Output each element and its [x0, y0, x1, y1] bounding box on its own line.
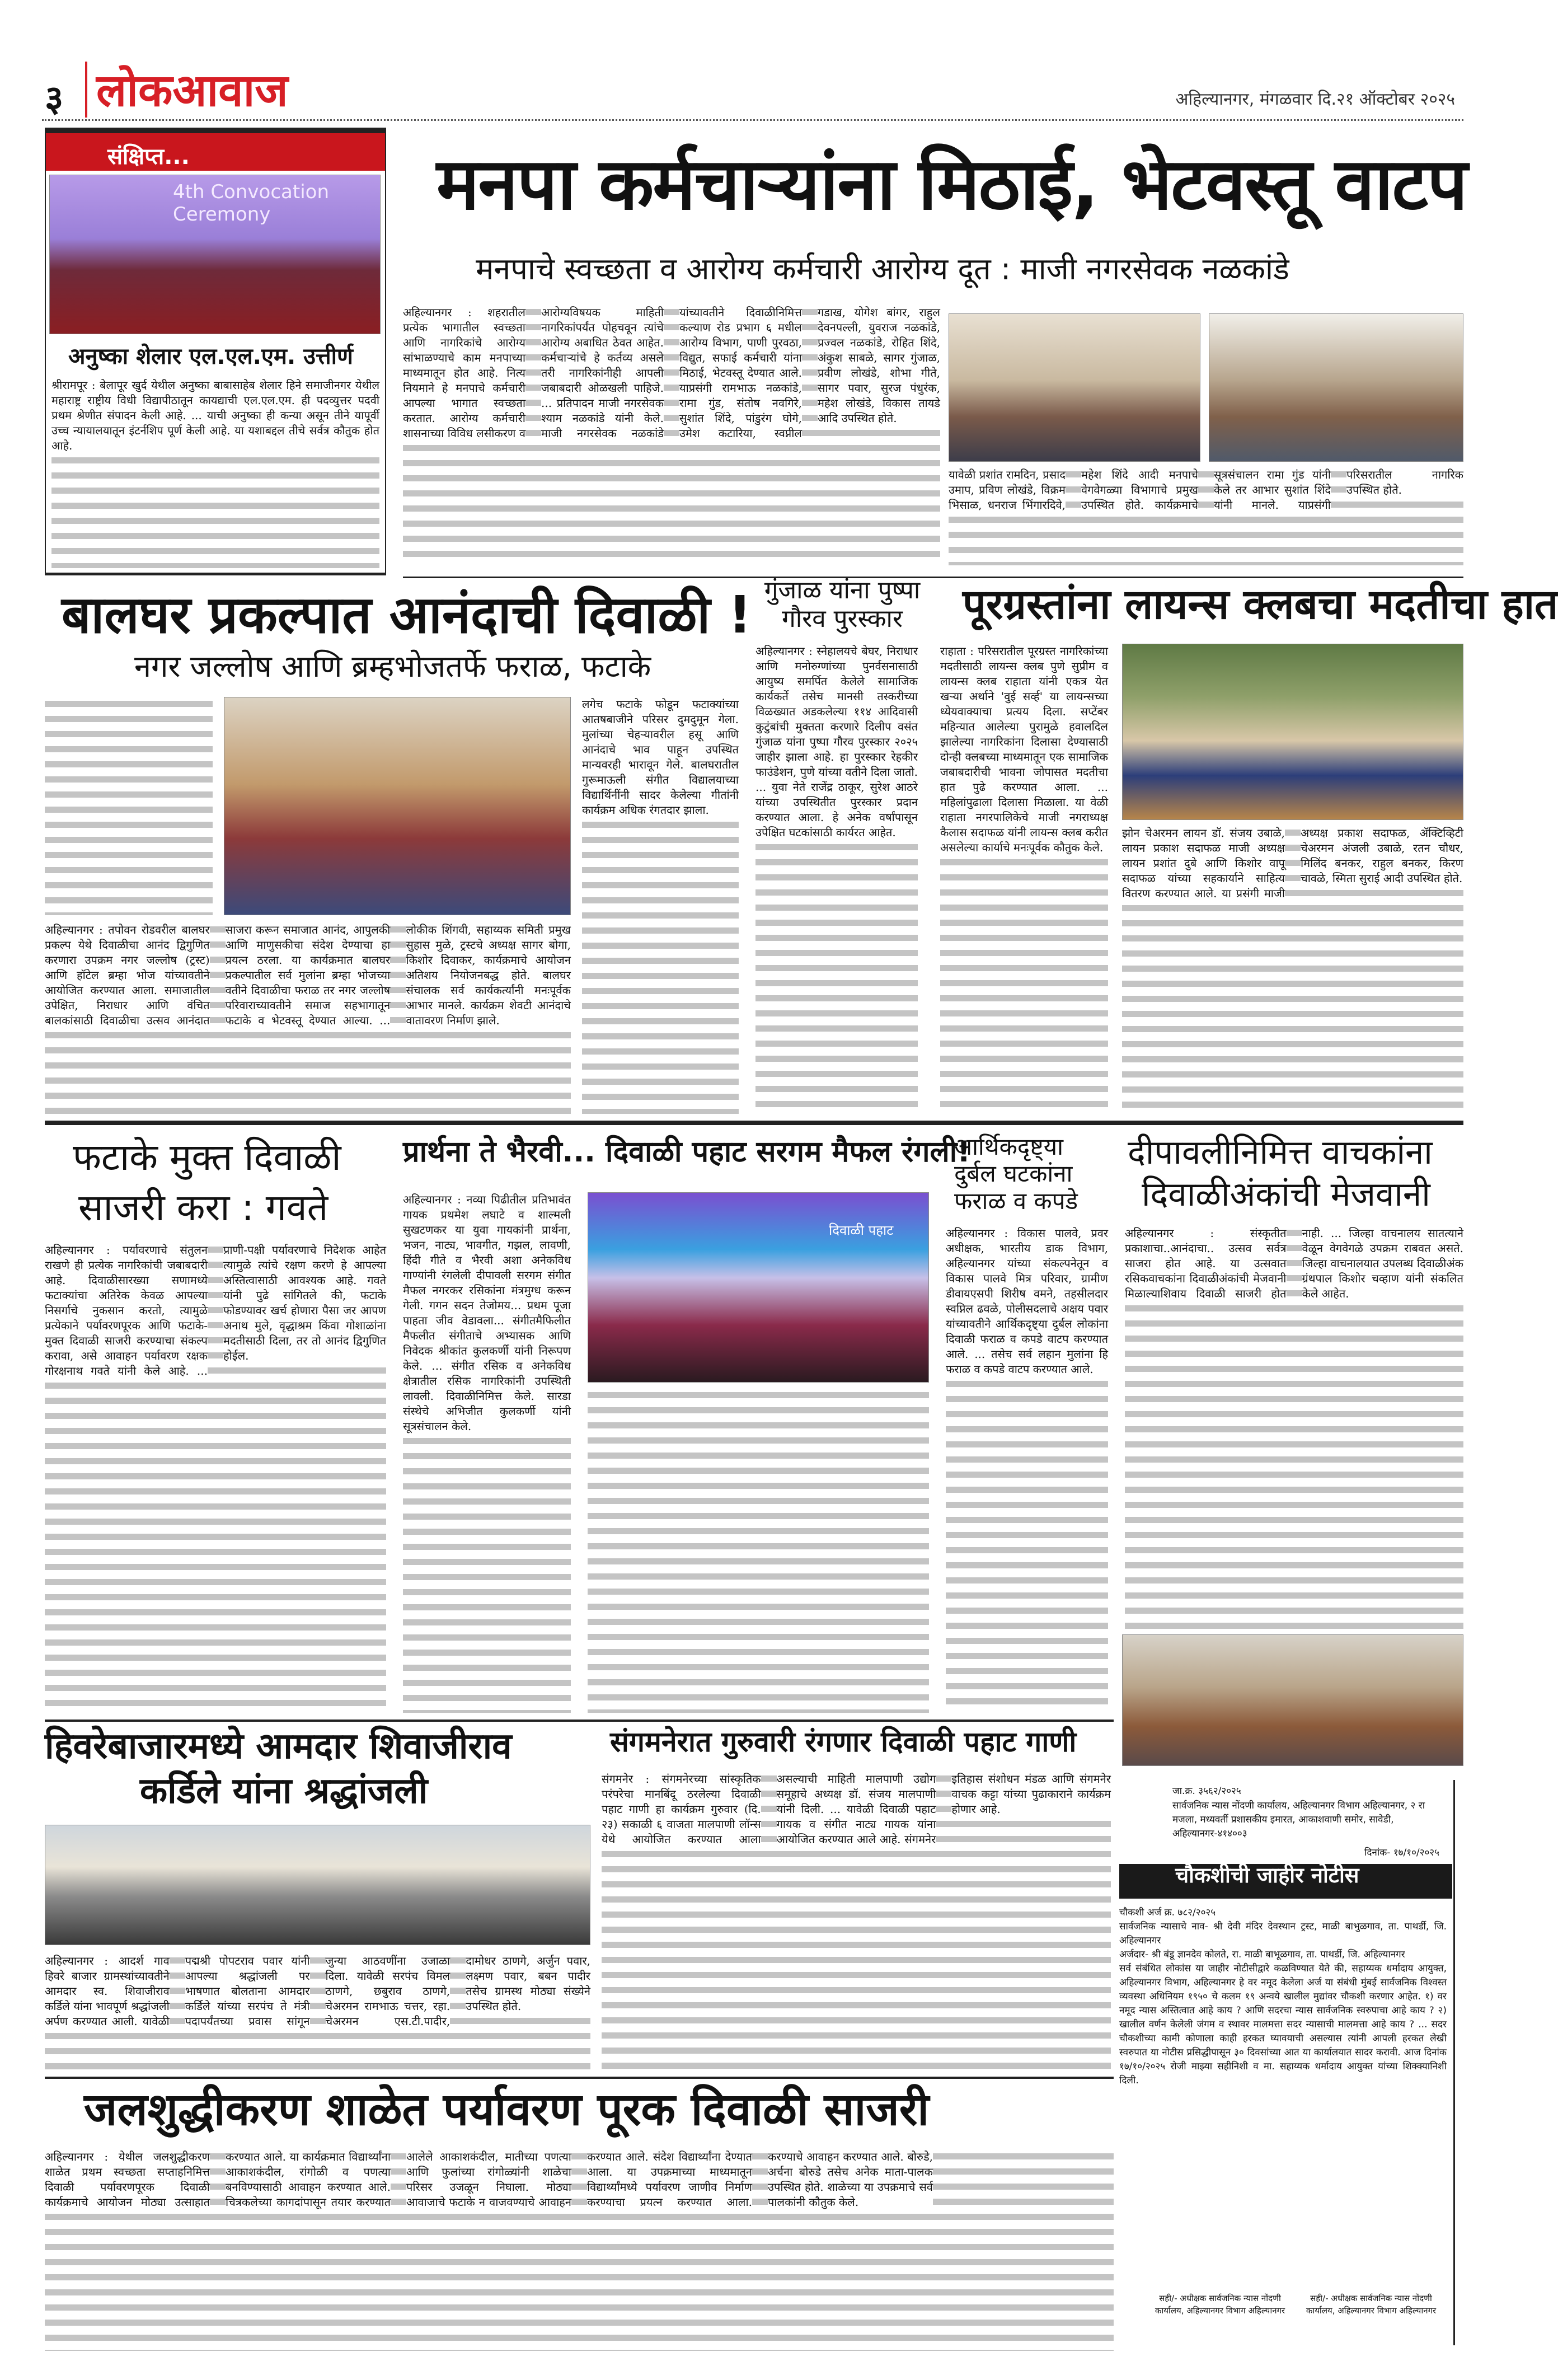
masthead — [45, 62, 1466, 118]
diwali-ank-body: अहिल्यानगर : संस्कृतीत प्रकाशाचा..आनंदाचा.. उत्सव सर्वत्र साजरा होत आहे. या उत्सवात रसिकवाचकांना दिवाळीअंकांची मेजवानी मिळाल्याशिवाय दिवाळी साजरी होत नाही. ... जिल्हा वाचनालय सातत्याने वेळून वेगवेगळे उपक्रम राबवत असते. जिल्हा वाचनालयात उपलब्ध दिवाळीअंक ग्रंथपाल किशोर चव्हाण यांनी संकलित केले आहेत. — [1125, 1226, 1463, 1629]
balghar-headline: बालघर प्रकल्पात आनंदाची दिवाळी ! — [62, 585, 752, 645]
masthead-rule — [42, 119, 1463, 121]
lead-photo-2 — [1209, 313, 1463, 462]
jalshuddhi-body: अहिल्यानगर : येथील जलशुद्धीकरण शाळेत प्रथम स्वच्छता सप्ताहनिमित्त दिवाळी पर्यावरणपूरक दिवाळी कार्यक्रमाचे आयोजन मोठ्या उत्साहात करण्यात आले. या कार्यक्रमात विद्यार्थ्यांना आकाशकंदील, रांगोळी व पणत्या बनविण्यासाठी आवाहन करण्यात आले. चित्रकलेच्या कागदांपासून तयार करण्यात आलेले आकाशकंदील, मातीच्या पणत्या आणि फुलांच्या रांगोळ्यांनी शाळेचा परिसर उजळून निघाला. मोठ्या आवाजाचे फटाके न वाजवण्याचे आवाहन करण्यात आले. संदेश विद्यार्थ्यांना देण्यात आला. या उपक्रमाच्या माध्यमातून विद्यार्थ्यांमध्ये पर्यावरण जाणीव निर्माण करण्याचा प्रयत्न करण्यात आला. करण्याचे आवाहन करण्यात आले. बोरुडे, अर्चना बोरुडे तसेच अनेक माता-पालक उपस्थित होते. शाळेच्या या उपक्रमाचे सर्व पालकांनी कौतुक केले. — [45, 2149, 1114, 2351]
notice-text — [1119, 1906, 1447, 2088]
convocation-photo — [49, 175, 381, 334]
notice-application: चौकशी अर्ज क्र. ७८२/२०२५ — [1119, 1907, 1216, 1918]
lead-subheadline: मनपाचे स्वच्छता व आरोग्य कर्मचारी आरोग्य दूत : माजी नगरसेवक नळकांडे — [476, 251, 1289, 287]
section-rule — [45, 1121, 1463, 1125]
diwali-ank-photo — [1122, 1634, 1463, 1766]
gunjal-body: अहिल्यानगर : स्नेहालयचे बेघर, निराधार आणि मनोरुग्णांच्या पुनर्वसनासाठी आयुष्य समर्पित केलेले सामाजिक कार्यकर्ते तसेच मानसी तस्करीच्या विळख्यात अडकलेल्या ११४ आदिवासी कुटुंबांची मुक्तता करणारे दिलीप वसंत गुंजाळ यांना पुष्पा गौरव पुरस्कार २०२५ जाहीर झाला आहे. हा पुरस्कार रेहकीर फाउंडेशन, पुणे यांच्या वतीने दिला जातो. ... युवा नेते राजेंद्र ठाकूर, सुरेश आठरे यांच्या उपस्थितीत पुरस्कार प्रदान करण्यात आला. हे अनेक वर्षांपासून उपेक्षित घटकांसाठी कार्यरत आहेत. — [755, 644, 918, 1114]
jalshuddhi-headline: जलशुद्धीकरण शाळेत पर्यावरण पूरक दिवाळी साजरी — [84, 2083, 930, 2135]
prarthana-body-bottom — [588, 1388, 929, 1713]
notice-office: सार्वजनिक न्यास नोंदणी कार्यालय, अहिल्यानगर विभाग अहिल्यानगर, २ रा मजला, मध्यवर्ती प्रशासकीय इमारत, आकाशवाणी समोर, सावेडी, अहिल्यानगर-४१४००३ — [1172, 1800, 1425, 1839]
notice-title: चौकशीची जाहीर नोटीस — [1175, 1863, 1359, 1887]
section-rule — [403, 577, 1463, 578]
notice-date: दिनांक- १७/१०/२०२५ — [1364, 1847, 1439, 1858]
briefs-label-bar — [46, 129, 385, 171]
prarthana-banner-text: दिवाळी पहाट — [829, 1222, 894, 1238]
masthead-divider — [85, 62, 87, 118]
fatake-headline-line1: फटाके मुक्त दिवाळी — [73, 1136, 341, 1179]
lions-photo — [1122, 644, 1463, 820]
section-rule — [45, 2077, 1114, 2079]
page-number: ३ — [45, 78, 64, 120]
lions-body: राहाता : परिसरातील पूरग्रस्त नागरिकांच्या मदतीसाठी लायन्स क्लब पुणे सुप्रीम व लायन्स क्लब राहाता यांनी एकत्र येत खऱ्या अर्थाने 'वुई सर्व्ह' या लायन्सच्या ध्येयवाक्याचा प्रत्यय दिला. सप्टेंबर महिन्यात आलेल्या पुरामुळे हवालदिल झालेल्या नागरिकांना दिलासा देण्यासाठी दोन्ही क्लबच्या माध्यमातून एक सामाजिक जबाबदारीची भावना जोपासत मदतीचा हात पुढे करण्यात आला. ... महिलांपुढाला दिलासा मिळाला. या वेळी राहाता नगरपालिकेचे माजी नगराध्यक्ष कैलास सदाफळ यांनी लायन्स क्लब करीत असलेल्या कार्याचे मनःपूर्वक कौतुक केले. — [940, 644, 1108, 1114]
logo: लोकआवाज — [96, 64, 288, 116]
prarthana-headline: प्रार्थना ते भैरवी... दिवाळी पहाट सरगम मैफल रंगली! — [403, 1135, 970, 1169]
prarthana-body-left: अहिल्यानगर : नव्या पिढीतील प्रतिभावंत गायक प्रथमेश लघाटे व शाल्मली सुखटणकर या युवा गायकांनी प्रार्थना, भजन, नाट्य, भावगीत, गझल, लावणी, हिंदी गीते व भैरवी अशा अनेकविध गाण्यांनी रंगलेली दीपावली सरगम संगीत मैफल नगरकर रसिकांना मंत्रमुग्ध करून गेली. गगन सदन तेजोमय... प्रथम पूजा पाहता जीव वेडावला... संगीतमैफिलीत मैफलीत संगीताचे अभ्यासक आणि निवेदक श्रीकांत कुलकर्णी यांनी निरूपण केले. ... संगीत रसिक व अनेकविध क्षेत्रातील रसिक नागरिकांनी उपस्थिती लावली. दिवाळीनिमित्त केले. सारडा संस्थेचे अभिजीत कुलकर्णी यांनी सूत्रसंचालन केले. — [403, 1192, 571, 1713]
farral-body: अहिल्यानगर : विकास पालवे, प्रवर अधीक्षक, भारतीय डाक विभाग, अहिल्यानगर यांच्या संकल्पनेतून व विकास पालवे मित्र परिवार, ग्रामीण डीवायएसपी शिरीष वमने, तहसीलदार स्वप्निल ढवळे, पोलीसदलाचे अक्षय पवार यांच्यावतीने आर्थिकदृष्ट्या दुर्बल लोकांना दिवाळी फराळ व कपडे वाटप करण्यात आले. ... तसेच सर्व लहान मुलांना हि फराळ व कपडे वाटप करण्यात आले. — [946, 1226, 1108, 1713]
notice-trust: सार्वजनिक न्यासाचे नाव- श्री देवी मंदिर देवस्थान ट्रस्ट, माळी बाभुळगाव, ता. पाथर्डी, जि. अहिल्यानगर — [1119, 1921, 1447, 1946]
hivre-photo — [45, 1825, 590, 1945]
notice-ref: जा.क्र. ३५६२/२०२५ — [1172, 1786, 1241, 1797]
briefs-headline: अनुष्का शेलार एल.एल.एम. उत्तीर्ण — [68, 344, 353, 369]
sangamner-headline: संगमनेरात गुरुवारी रंगणार दिवाळी पहाट गाणी — [610, 1726, 1077, 1758]
section-rule — [45, 1720, 1114, 1722]
briefs-label: संक्षिप्त... — [107, 144, 190, 170]
lions-headline: पूरग्रस्तांना लायन्स क्लबचा मदतीचा हात — [963, 580, 1558, 629]
balghar-body-left — [45, 697, 213, 915]
lead-body: अहिल्यानगर : शहरातील प्रत्येक भागातील स्वच्छता आणि नागरिकांचे आरोग्य सांभाळण्याचे काम मनपाच्या माध्यमातून होत आहे. नित्य नियमाने हे मनपाचे कर्मचारी आपल्या भागात स्वच्छता करतात. आरोग्य कर्मचारी शासनाच्या विविध लसीकरण व आरोग्यविषयक माहिती नागरिकांपर्यंत पोहचवून त्यांचे आरोग्य अबाधित ठेवत आहेत. कर्मचाऱ्यांचे हे कर्तव्य असले तरी नागरिकांनीही आपली जबाबदारी ओळखली पाहिजे. ... प्रतिपादन माजी नगरसेवक श्याम नळकांडे यांनी केले. माजी नगरसेवक नळकांडे यांच्यावतीने दिवाळीनिमित्त कल्याण रोड प्रभाग ६ मधील आरोग्य विभाग, पाणी पुरवठा, विद्युत, सफाई कर्मचारी यांना मिठाई, भेटवस्तू देण्यात आले. याप्रसंगी रामभाऊ नळकांडे, रामा गुंड, संतोष नवगिरे, सुशांत शिंदे, पांडुरंग घोगे, उमेश कटारिया, स्वप्नील गडाख, योगेश बांगर, राहुल देवनपल्ली, युवराज नळकांडे, प्रज्वल नळकांडे, रोहित शिंदे, अंकुश साबळे, सागर गुंजाळ, प्रवीण लोखंडे, शोभा गीते, सागर पवार, सुरज पंधुरंक, महेश लोखंडे, विकास तायडे आदि उपस्थित होते. — [403, 305, 940, 565]
gunjal-headline: गुंजाळ यांना पुष्पा गौरव पुरस्कार — [764, 576, 921, 633]
hivre-body: अहिल्यानगर : आदर्श गाव हिवरे बाजार ग्रामस्थांच्यावतीने आमदार स्व. शिवाजीराव कर्डिले यांना भावपूर्ण श्रद्धांजली अर्पण करण्यात आली. यावेळी पद्मश्री पोपटराव पवार यांनी आपल्या श्रद्धांजली पर भाषणात बोलताना आमदार कर्डिले यांच्या सरपंच ते मंत्री पदापर्यंतच्या प्रवास सांगून जुन्या आठवणींना उजाळा दिला. यावेळी सरपंच विमल ठाणगे, छबुराव ठाणगे, चेअरमन रामभाऊ चत्तर, रहा. चेअरमन एस.टी.पादीर, दामोधर ठाणगे, अर्जुन पवार, लक्ष्मण पवार, बबन पादीर तसेच ग्रामस्थ मोठ्या संख्येने उपस्थित होते. — [45, 1953, 590, 2071]
lead-body-2: यावेळी प्रशांत रामदिन, प्रसाद उमाप, प्रविण लोखंडे, विक्रम भिसाळ, धनराज भिंगारदिवे, महेश शिंदे आदी मनपाचे वेगवेगळ्या विभागाचे प्रमुख उपस्थित होते. कार्यक्रमाचे सूत्रसंचालन रामा गुंड यांनी केले तर आभार सुशांत शिंदे यांनी मानले. याप्रसंगी परिसरातील नागरिक उपस्थित होते. — [949, 467, 1463, 565]
fatake-body: अहिल्यानगर : पर्यावरणाचे संतुलन राखणे ही प्रत्येक नागरिकांची जबाबदारी आहे. दिवाळीसारख्या सणामध्ये फटाक्यांचा अतिरेक केवळ आपल्या निसर्गाचे नुकसान करतो, त्यामुळे प्रत्येकाने पर्यावरणपूरक आणि फटाके-मुक्त दिवाळी साजरी करण्याचा संकल्प करावा, असे आवाहन पर्यावरण रक्षक गोरक्षनाथ गवते यांनी केले आहे. ... प्राणी-पक्षी पर्यावरणाचे निदेशक आहेत त्यामुळे त्यांचे रक्षण करणे हे आपल्या अस्तित्वासाठी आवश्यक आहे. गवते यांनी पुढे सांगितले की, फटाके फोडण्यावर खर्च होणारा पैसा जर आपण अनाथ मुले, वृद्धाश्रम किंवा गोशाळांना मदतीसाठी दिला, तर तो आनंद द्विगुणित होईल. — [45, 1243, 386, 1713]
public-notice — [1119, 1780, 1455, 2345]
balghar-subheadline: नगर जल्लोष आणि ब्रम्हभोजतर्फे फराळ, फटाके — [134, 649, 651, 684]
notice-sign-right: सही/- अधीक्षक सार्वजनिक न्यास नोंदणी कार्यालय, अहिल्यानगर विभाग अहिल्यानगर — [1306, 2293, 1437, 2316]
lead-photo-1 — [949, 313, 1200, 462]
fatake-headline-line2: साजरी करा : गवते — [78, 1186, 329, 1229]
diwali-ank-headline-line2: दिवाळीअंकांची मेजवानी — [1142, 1175, 1430, 1214]
briefs-body: श्रीरामपूर : बेलापूर खुर्द येथील अनुष्का बाबासाहेब शेलार हिने समाजीनगर येथील महाराष्ट्र राष्ट्रीय विधी विद्यापीठातून कायद्याची एल.एल.एम. ही पदव्युत्तर पदवी प्रथम श्रेणीत संपादन केली आहे. ... याची अनुष्का ही कन्या असून तीने यापूर्वी उच्च न्यायालयातून इंटर्नशिप पूर्ण केली आहे. या यशाबद्दल तीचे सर्वत्र कौतुक होत आहे. — [51, 378, 379, 568]
balghar-photo — [224, 697, 571, 915]
convocation-banner-text: 4th Convocation Ceremony — [173, 181, 329, 226]
notice-title-bar — [1119, 1864, 1452, 1899]
prarthana-photo — [588, 1192, 929, 1383]
dateline: अहिल्यानगर, मंगळवार दि.२१ ऑक्टोबर २०२५ — [1175, 90, 1455, 109]
hivre-headline-line2: कर्डिले यांना श्रद्धांजली — [140, 1770, 428, 1812]
briefs-box — [45, 128, 386, 575]
farral-headline: आर्थिकदृष्ट्या दुर्बल घटकांना फराळ व कपडे — [954, 1133, 1078, 1215]
hivre-headline-line1: हिवरेबाजारमध्ये आमदार शिवाजीराव — [45, 1726, 512, 1767]
balghar-body-bottom: अहिल्यानगर : तपोवन रोडवरील बालघर प्रकल्प येथे दिवाळीचा आनंद द्विगुणित करणारा उपक्रम नगर जल्लोष (ट्रस्ट) आणि हॉटेल ब्रम्हा भोज यांच्यावतीने आयोजित करण्यात आला. समाजातील उपेक्षित, निराधार आणि वंचित बालकांसाठी दिवाळीचा उत्सव आनंदात साजरा करून समाजात आनंद, आपुलकी आणि माणुसकीचा संदेश देण्याचा हा प्रयत्न ठरला. या कार्यक्रमात बालघर प्रकल्पातील सर्व मुलांना ब्रम्हा भोजच्या वतीने दिवाळीचा फराळ तर नगर जल्लोष परिवाराच्यावतीने समाज सहभागातून फटाके व भेटवस्तू देण्यात आल्या. ... लोकीक शिंगवी, सहाय्यक समिती प्रमुख सुहास मुळे, ट्रस्टचे अध्यक्ष सागर बोगा, किशोर दिवाकर, कार्यक्रमाचे आयोजन अतिशय नियोजनबद्ध होते. बालघर संचालक सर्व कार्यकर्त्यांनी मनःपूर्वक आभार मानले. कार्यक्रम शेवटी आनंदाचे वातावरण निर्माण झाले. — [45, 922, 571, 1116]
lead-headline: मनपा कर्मचाऱ्यांना मिठाई, भेटवस्तू वाटप — [437, 143, 1467, 226]
notice-body: सर्व संबंधित लोकांस या जाहीर नोटीसीद्वारे कळविण्यात येते की, सहाय्यक धर्मादाय आयुक्त, अहिल्यानगर विभाग, अहिल्यानगर हे वर नमूद केलेला अर्ज या संबंधी मुंबई सार्वजनिक विश्वस्त व्यवस्था अधिनियम १९५० चे कलम १९ अन्वये खालील मुद्यांवर चौकशी करणार आहेत. १) वर नमूद न्यास अस्तित्वात आहे काय ? आणि सदरचा न्यास सार्वजनिक स्वरुपाचा आहे काय ? २) खालील वर्णन केलेली जंगम व स्थावर मालमत्ता सदर न्यासाची मालमत्ता आहे काय ? ... सदर चौकशीच्या कामी कोणाला काही हरकत घ्यावयाची असल्यास त्यांनी आपली हरकत लेखी स्वरुपात या नोटीस प्रसिद्धीपासून ३० दिवसांच्या आत या कार्यालयात सादर करावी. आज दिनांक १७/१०/२०२५ रोजी माझ्या सहीनिशी व मा. सहाय्यक धर्मादाय आयुक्त यांच्या शिक्क्यानिशी दिली. — [1119, 1963, 1447, 2086]
sangamner-body: संगमनेर : संगमनेरच्या सांस्कृतिक परंपरेचा मानबिंदू ठरलेल्या दिवाळी पहाट गाणी हा कार्यक्रम गुरुवार (दि. २३) सकाळी ६ वाजता मालपाणी लॉन्स येथे आयोजित करण्यात आला असल्याची माहिती मालपाणी उद्योग समूहाचे अध्यक्ष डॉ. संजय मालपाणी यांनी दिली. ... यावेळी दिवाळी पहाट गायक व संगीत नाट्य गायक यांना आयोजित करण्यात आले आहे. संगमनेर इतिहास संशोधन मंडळ आणि संगमनेर वाचक कट्टा यांच्या पुढाकाराने कार्यक्रम होणार आहे. — [602, 1772, 1111, 2071]
balghar-body-right: लगेच फटाके फोडून फटाक्यांच्या आतषबाजीने परिसर दुमदुमून गेला. मुलांच्या चेहऱ्यावरील हसू आणि आनंदाचे भाव पाहून उपस्थित मान्यवरही भारावून गेले. बालघरातील गुरूमाऊली संगीत विद्यालयाच्या विद्यार्थिनींनी सादर केलेल्या गीतांनी कार्यक्रम अधिक रंगतदार झाला. — [582, 697, 739, 1114]
diwali-ank-headline-line1: दीपावलीनिमित्त वाचकांना — [1128, 1133, 1433, 1172]
notice-sign-left: सही/- अधीक्षक सार्वजनिक न्यास नोंदणी कार्यालय, अहिल्यानगर विभाग अहिल्यानगर — [1155, 2293, 1285, 2316]
lions-body-2: झोन चेअरमन लायन डॉ. संजय उबाळे, लायन प्रकाश सदाफळ माजी अध्यक्ष लायन प्रशांत दुबे आणि किशोर वापू सदाफळ यांच्या सहकार्याने साहित्य वितरण करण्यात आले. या प्रसंगी माजी अध्यक्ष प्रकाश सदाफळ, ॲक्टिव्हिटी चेअरमन अंजली उबाळे, रतन चौधर, मिलिंद बनकर, राहुल बनकर, किरण चावळे, स्मिता सुराई आदी उपस्थित होते. — [1122, 826, 1463, 1114]
notice-applicant: अर्जदार- श्री बंडू ज्ञानदेव कोलते, रा. माळी बाभूळगाव, ता. पाथर्डी, जि. अहिल्यानगर — [1119, 1949, 1405, 1960]
